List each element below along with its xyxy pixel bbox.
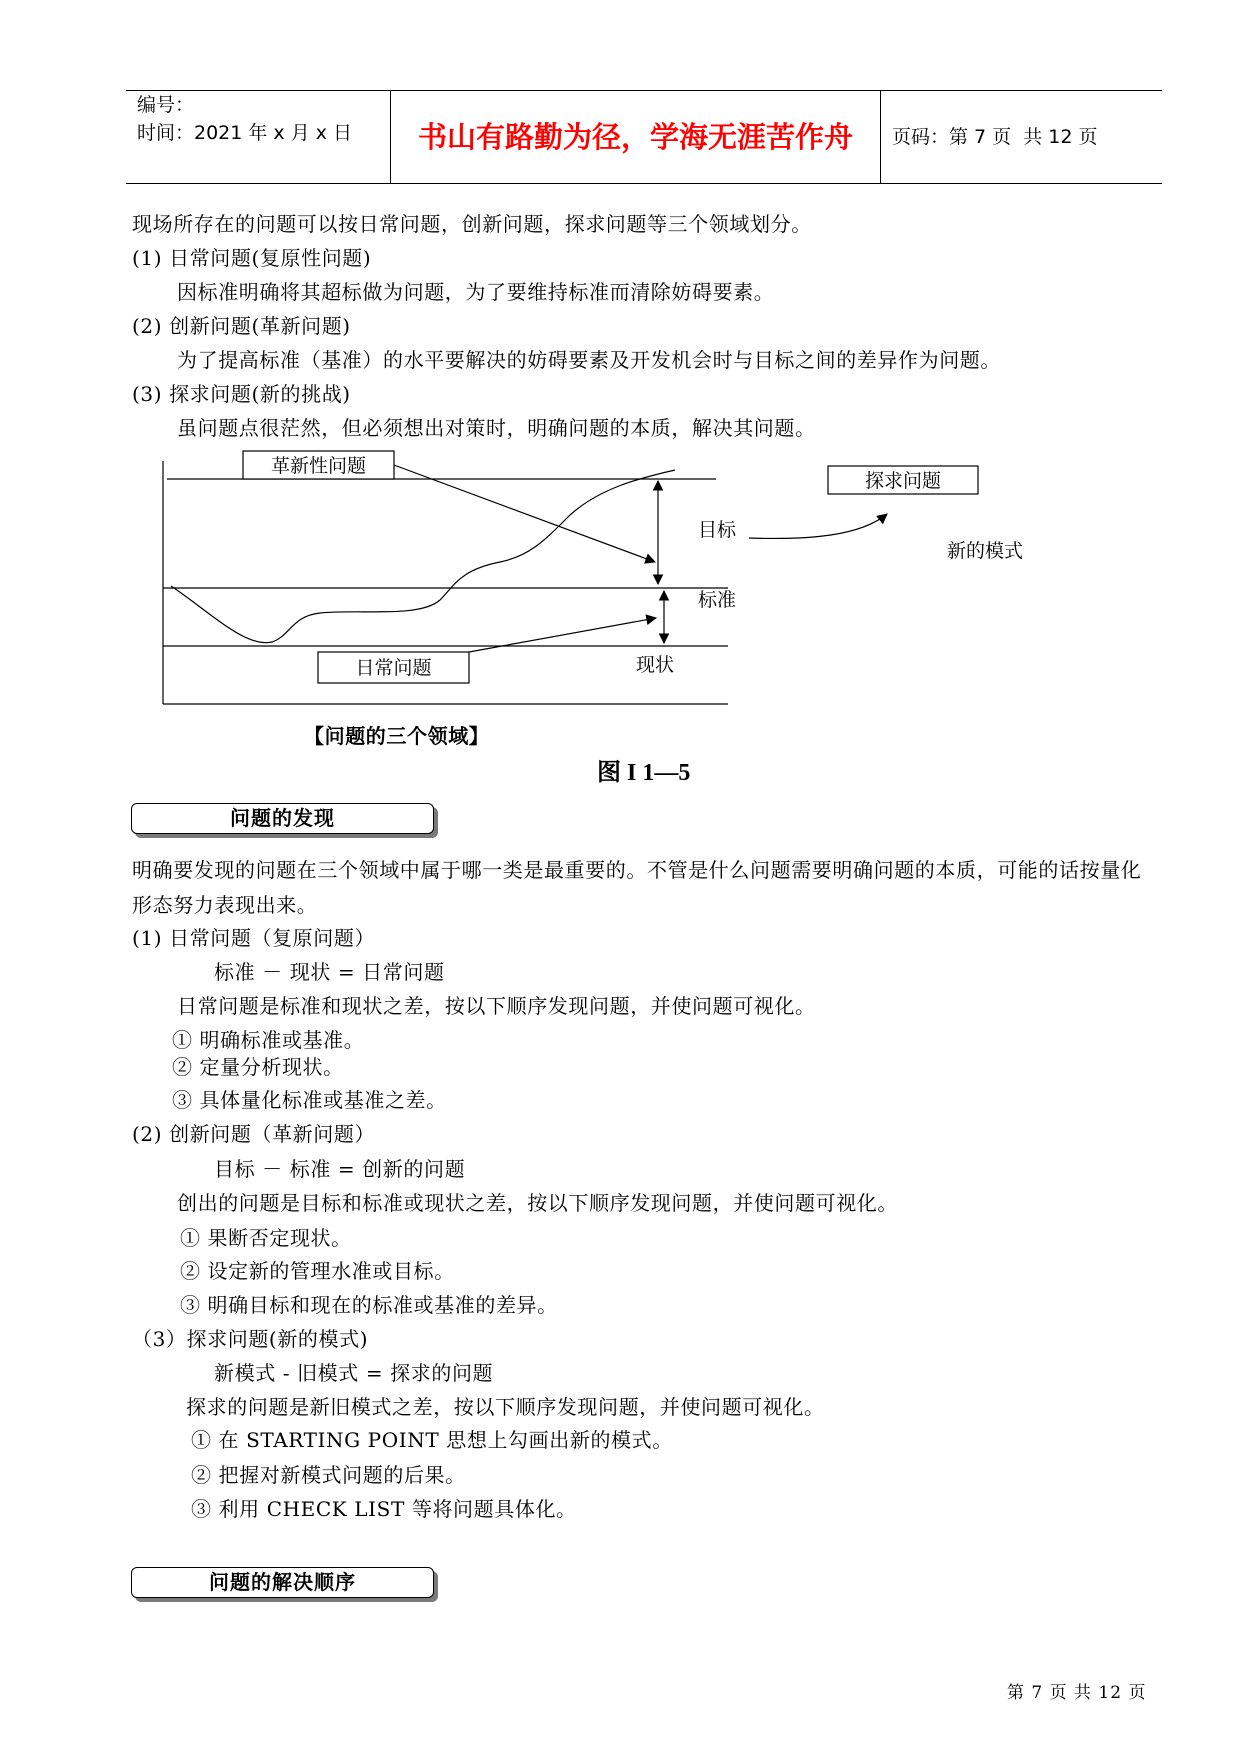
- header-top-rule: [126, 90, 1162, 91]
- daily-problem-label: 日常问题: [355, 657, 432, 679]
- current-state-label: 现状: [636, 654, 675, 676]
- section-title-solution: 问题的解决顺序: [131, 1567, 434, 1598]
- body-line: 形态努力表现出来。: [132, 893, 318, 917]
- formula-line: 新模式 - 旧模式 = 探求的问题: [214, 1361, 494, 1385]
- list-item: ② 把握对新模式问题的后果。: [191, 1463, 466, 1487]
- intro-line: 为了提高标准（基准）的水平要解决的妨碍要素及开发机会时与目标之间的差异作为问题。: [177, 348, 1001, 372]
- list-item: ③ 具体量化标准或基准之差。: [172, 1088, 447, 1112]
- explore-problem-label: 探求问题: [864, 470, 942, 492]
- innovation-problem-label: 革新性问题: [270, 455, 367, 477]
- three-domains-diagram: [140, 440, 1040, 720]
- intro-line: (3) 探求问题(新的挑战): [132, 382, 351, 406]
- motto: 书山有路勤为径，学海无涯苦作舟: [417, 120, 853, 154]
- formula-line: 标准 － 现状 = 日常问题: [214, 960, 445, 984]
- list-item: ③ 明确目标和现在的标准或基准的差异。: [180, 1293, 558, 1317]
- body-line: 探求的问题是新旧模式之差，按以下顺序发现问题，并使问题可视化。: [186, 1395, 825, 1419]
- body-line: 创出的问题是目标和标准或现状之差，按以下顺序发现问题，并使问题可视化。: [177, 1191, 898, 1215]
- intro-line: 现场所存在的问题可以按日常问题，创新问题，探求问题等三个领域划分。: [132, 212, 812, 236]
- intro-line: 因标准明确将其超标做为问题，为了要维持标准而清除妨碍要素。: [177, 280, 775, 304]
- list-item: ① 果断否定现状。: [180, 1226, 352, 1250]
- intro-line: 虽问题点很茫然，但必须想出对策时，明确问题的本质，解决其问题。: [177, 416, 816, 440]
- body-line: 明确要发现的问题在三个领域中属于哪一类是最重要的。不管是什么问题需要明确问题的本质，可能的话按量化: [132, 858, 1142, 882]
- subheading-line: (2) 创新问题（革新问题）: [132, 1122, 376, 1146]
- daily-arrow: [469, 618, 656, 652]
- header-number-label: 编号：: [137, 94, 195, 116]
- header-page-label: 页码：第 7 页 共 12 页: [892, 126, 1098, 148]
- body-line: 日常问题是标准和现状之差，按以下顺序发现问题，并使问题可视化。: [177, 994, 816, 1018]
- intro-line: (1) 日常问题(复原性问题): [132, 246, 372, 270]
- subheading-line: (1) 日常问题（复原问题）: [132, 926, 376, 950]
- header-divider-right: [880, 90, 881, 183]
- list-item: ① 明确标准或基准。: [172, 1028, 365, 1052]
- list-item: ② 定量分析现状。: [172, 1055, 344, 1079]
- list-item: ② 设定新的管理水准或目标。: [180, 1259, 455, 1283]
- header-bottom-rule: [126, 183, 1162, 184]
- target-label: 目标: [698, 519, 737, 541]
- standard-label: 标准: [698, 589, 737, 611]
- formula-line: 目标 － 标准 = 创新的问题: [214, 1157, 466, 1181]
- list-item: ③ 利用 CHECK LIST 等将问题具体化。: [191, 1497, 577, 1521]
- subheading-line: （3）探求问题(新的模式): [132, 1327, 369, 1351]
- footer-page-number: 第 7 页 共 12 页: [1007, 1683, 1147, 1703]
- section-title-discovery: 问题的发现: [131, 803, 434, 834]
- new-mode-label: 新的模式: [947, 540, 1024, 562]
- intro-line: (2) 创新问题(革新问题): [132, 314, 351, 338]
- performance-curve: [171, 470, 675, 643]
- figure-number: 图 I 1—5: [597, 760, 691, 786]
- list-item: ① 在 STARTING POINT 思想上勾画出新的模式。: [191, 1428, 673, 1452]
- new-mode-arrow: [749, 514, 887, 538]
- diagram-caption: 【问题的三个领域】: [304, 724, 490, 748]
- header-date-label: 时间：2021 年 x 月 x 日: [137, 122, 353, 144]
